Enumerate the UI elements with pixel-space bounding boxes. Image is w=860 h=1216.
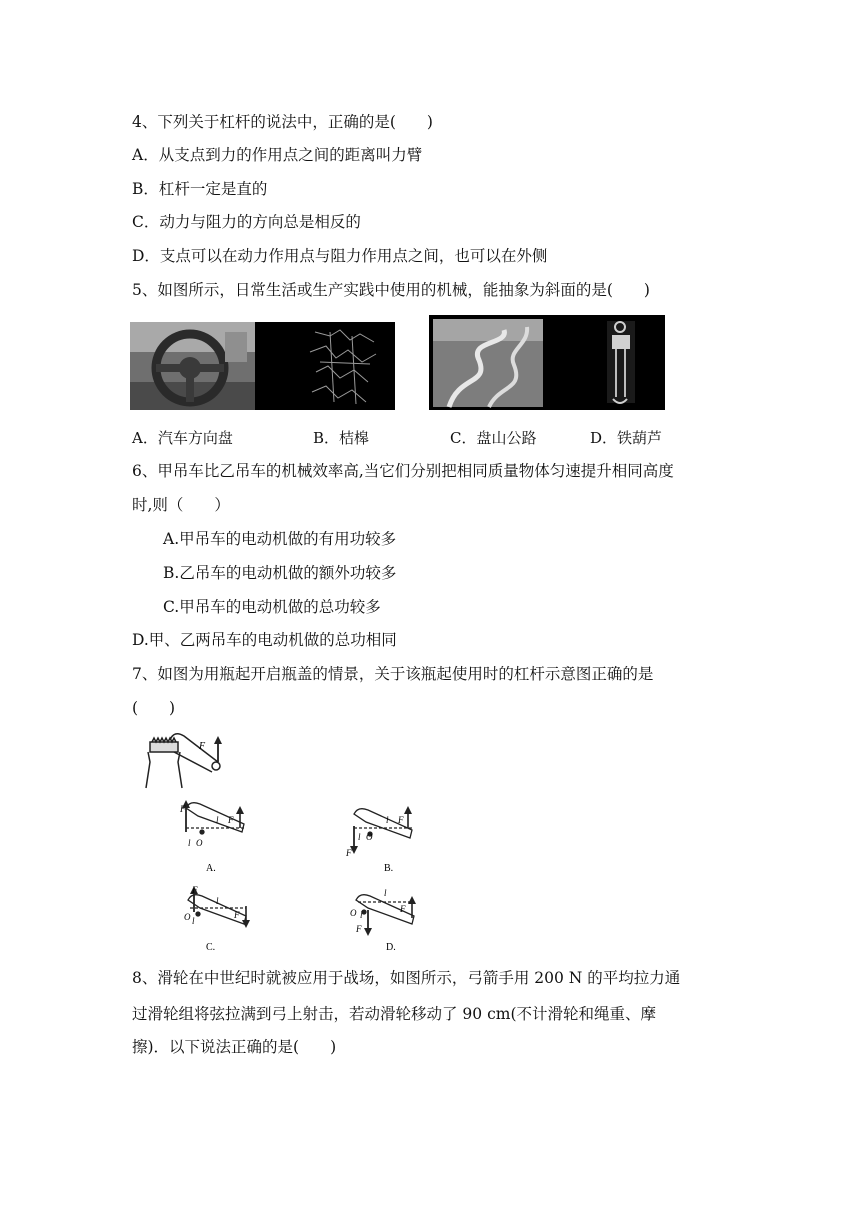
q7-lever-figure — [140, 728, 440, 958]
q5-caption-c: C．盘山公路 — [450, 429, 537, 447]
diagram-b-label: B. — [384, 863, 394, 874]
diagram-c-o: O — [184, 912, 191, 922]
q5-photo-mountain-road-and-chain-hoist — [429, 315, 665, 410]
q4-option-d: D．支点可以在动力作用点与阻力作用点之间，也可以在外侧 — [132, 247, 548, 265]
q8-line2: 过滑轮组将弦拉满到弓上射击，若动滑轮移动了 90 cm(不计滑轮和绳重、摩 — [132, 1005, 657, 1023]
diagram-c-l2: l — [192, 916, 195, 926]
diagram-a-l2: l — [188, 838, 191, 848]
diagram-d-f1: F — [400, 904, 406, 914]
diagram-b-l2: l — [358, 832, 361, 842]
diagram-b-o: O — [366, 832, 373, 842]
top-force-label: F — [199, 741, 206, 752]
q5-caption-b: B．桔槔 — [313, 429, 370, 447]
diagram-c-l1: l — [216, 896, 219, 906]
diagram-c-label: C. — [206, 942, 216, 953]
diagram-c-f1: F — [234, 910, 240, 920]
q6-stem-line1: 6、甲吊车比乙吊车的机械效率高,当它们分别把相同质量物体匀速提升相同高度 — [132, 462, 674, 480]
q4-stem: 4、下列关于杠杆的说法中，正确的是( ) — [132, 113, 433, 131]
diagram-b-l1: l — [386, 815, 389, 825]
q6-option-a: A.甲吊车的电动机做的有用功较多 — [163, 530, 397, 548]
diagram-c-f2: F — [192, 885, 198, 895]
q7-stem-line1: 7、如图为用瓶起开启瓶盖的情景，关于该瓶起使用时的杠杆示意图正确的是 — [132, 665, 654, 683]
diagram-a-o: O — [196, 838, 203, 848]
q4-option-b: B．杠杆一定是直的 — [132, 180, 268, 198]
q6-option-d: D.甲、乙两吊车的电动机做的总功相同 — [132, 631, 397, 649]
q6-stem-line2: 时,则（ ） — [132, 496, 230, 514]
diagram-b-f2: F — [346, 848, 352, 858]
q4-option-a: A．从支点到力的作用点之间的距离叫力臂 — [132, 146, 423, 164]
diagram-d-l2: l — [360, 910, 363, 920]
q8-line3: 擦)．以下说法正确的是( ) — [132, 1038, 337, 1056]
q5-photo-steering-wheel-and-well-sweep — [130, 322, 395, 410]
diagram-d-f2: F — [356, 924, 362, 934]
diagram-a-f2: F — [180, 804, 186, 814]
lever-diagram-a — [182, 800, 244, 834]
q7-stem-line2: ( ) — [132, 699, 176, 717]
diagram-b-f1: F — [398, 815, 404, 825]
q5-stem: 5、如图所示，日常生活或生产实践中使用的机械，能抽象为斜面的是( ) — [132, 281, 650, 299]
lever-diagram-b — [350, 806, 412, 854]
diagram-d-l1: l — [384, 888, 387, 898]
lever-diagram-d — [356, 895, 416, 936]
bottle-opener-scene — [146, 734, 222, 788]
diagram-a-l1: l — [216, 815, 219, 825]
q4-option-c: C．动力与阻力的方向总是相反的 — [132, 213, 361, 231]
q6-option-b: B.乙吊车的电动机做的额外功较多 — [163, 564, 397, 582]
diagram-d-label: D. — [386, 942, 396, 953]
diagram-d-o: O — [350, 908, 357, 918]
q6-option-c: C.甲吊车的电动机做的总功较多 — [163, 598, 381, 616]
q5-caption-d: D．铁葫芦 — [590, 429, 663, 447]
q5-caption-a: A．汽车方向盘 — [132, 429, 233, 447]
q8-line1: 8、滑轮在中世纪时就被应用于战场，如图所示，弓箭手用 200 N 的平均拉力通 — [132, 969, 681, 987]
diagram-a-label: A. — [206, 863, 216, 874]
diagram-a-f1: F — [228, 815, 234, 825]
